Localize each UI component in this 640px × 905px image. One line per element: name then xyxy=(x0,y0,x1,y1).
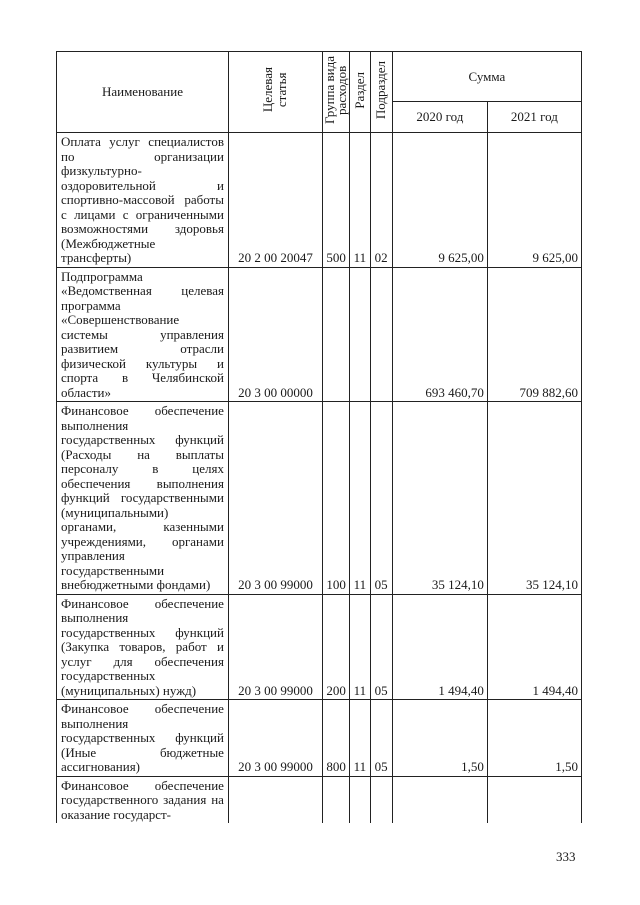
row-target-article: 20 3 00 99000 xyxy=(228,594,322,700)
row-sum-2020: 693 460,70 xyxy=(392,267,487,402)
table-header xyxy=(57,52,582,133)
row-section: 11 xyxy=(350,402,370,595)
row-target-article: 20 3 00 00000 xyxy=(228,267,322,402)
table-row xyxy=(57,776,582,823)
table-row xyxy=(57,700,582,777)
row-section: 11 xyxy=(350,594,370,700)
row-subsection xyxy=(370,267,392,402)
row-sum-2021: 1,50 xyxy=(487,700,581,777)
header-subsection: Подраздел xyxy=(370,52,392,133)
row-subsection: 05 xyxy=(370,402,392,595)
header-expense-group: Группа вида расходов xyxy=(323,52,350,133)
row-expense-group xyxy=(323,267,350,402)
table-row xyxy=(57,267,582,402)
row-name: Подпрограмма «Ведомственная целевая программа «Совершенствование системы управления развитием отрасли физической культуры и спорта в Челябинской области» xyxy=(57,267,229,402)
row-sum-2020: 35 124,10 xyxy=(392,402,487,595)
row-sum-2020: 9 625,00 xyxy=(392,133,487,268)
row-sum-2020: 1 494,40 xyxy=(392,594,487,700)
row-sum-2020 xyxy=(392,776,487,823)
table-row xyxy=(57,594,582,700)
row-section: 11 xyxy=(350,700,370,777)
row-subsection: 02 xyxy=(370,133,392,268)
row-subsection: 05 xyxy=(370,700,392,777)
row-expense-group: 100 xyxy=(323,402,350,595)
row-name: Финансовое обеспечение выполнения государственных функций (Расходы на выплаты персоналу в целях обеспечения выполнения функций государственными (муниципальными) органами, казенными учреждениями, органами управления государственными внебюджетными фондами) xyxy=(57,402,229,595)
row-name: Оплата услуг специалистов по организации физкультурно-оздоровительной и спортивно-массовой работы с лицами с ограниченными возможностями здоровья (Межбюджетные трансферты) xyxy=(57,133,229,268)
row-section xyxy=(350,267,370,402)
page-number: 333 xyxy=(556,849,576,864)
header-sum: Сумма xyxy=(392,52,581,102)
row-section xyxy=(350,776,370,823)
row-subsection: 05 xyxy=(370,594,392,700)
row-name: Финансовое обеспечение выполнения государственных функций (Иные бюджетные ассигнования) xyxy=(57,700,229,777)
budget-table xyxy=(56,51,582,823)
row-sum-2021: 9 625,00 xyxy=(487,133,581,268)
row-name: Финансовое обеспечение выполнения государственных функций (Закупка товаров, работ и услуг для обеспечения государственных (муниципальных) нужд) xyxy=(57,594,229,700)
row-target-article xyxy=(228,776,322,823)
row-sum-2021: 1 494,40 xyxy=(487,594,581,700)
row-sum-2020: 1,50 xyxy=(392,700,487,777)
header-year-2021: 2021 год xyxy=(487,102,581,133)
header-target-article: Целевая статья xyxy=(228,52,322,133)
row-expense-group: 200 xyxy=(323,594,350,700)
row-sum-2021: 35 124,10 xyxy=(487,402,581,595)
header-name: Наименование xyxy=(57,52,229,133)
table-row xyxy=(57,133,582,268)
row-section: 11 xyxy=(350,133,370,268)
row-name: Финансовое обеспечение государственного задания на оказание государст- xyxy=(57,776,229,823)
row-target-article: 20 2 00 20047 xyxy=(228,133,322,268)
row-expense-group xyxy=(323,776,350,823)
row-sum-2021: 709 882,60 xyxy=(487,267,581,402)
row-target-article: 20 3 00 99000 xyxy=(228,402,322,595)
header-year-2020: 2020 год xyxy=(392,102,487,133)
table-row xyxy=(57,402,582,595)
row-expense-group: 800 xyxy=(323,700,350,777)
row-subsection xyxy=(370,776,392,823)
header-section: Раздел xyxy=(350,52,370,133)
row-target-article: 20 3 00 99000 xyxy=(228,700,322,777)
row-expense-group: 500 xyxy=(323,133,350,268)
row-sum-2021 xyxy=(487,776,581,823)
